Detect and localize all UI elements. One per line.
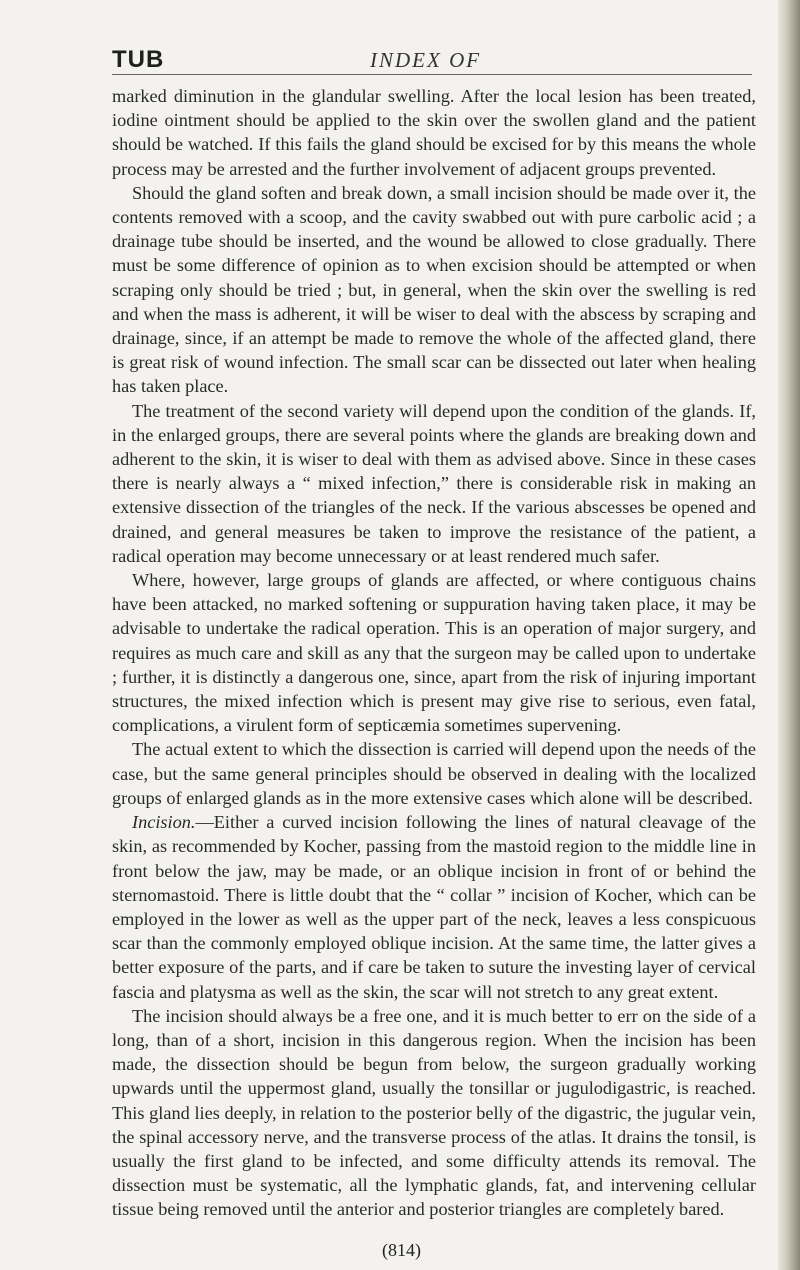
paragraph: The actual extent to which the dissection is carried will depend upon the needs of the case, but the same general principles should be observed in dealing with the localized groups of enlarged glands as in the more extensive cases which alone will be described. <box>112 739 756 808</box>
paragraph-lead: Incision. <box>132 812 196 833</box>
header-rule <box>112 74 752 75</box>
paragraph: The treatment of the second variety will depend upon the condition of the glands. If, in the enlarged groups, there are several points where the glands are breaking down and adherent to the skin, it is wiser to deal with them as advised above. Since in these cases there is nearly always a “ mixed infection,” there is considerable risk in making an extensive dissection of the triangles of the neck. If the various abscesses be opened and drained, and general measures be taken to improve the resistance of the patient, a radical operation may become unnecessary or at least rendered much safer. <box>112 400 756 566</box>
paragraph: The incision should always be a free one, and it is much better to err on the side of a long, than of a short, incision in this dangerous region. When the incision has been made, the dissection should be begun from below, the surgeon gradually working upwards until the uppermost gland, usually the tonsillar or jugulodigastric, is reached. This gland lies deeply, in relation to the posterior belly of the digastric, the jugular vein, the spinal accessory nerve, and the transverse process of the atlas. It drains the tonsil, is usually the first gland to be infected, and some difficulty attends its removal. The dissection must be systematic, all the lymphatic glands, fat, and intervening cellular tissue being removed until the anterior and posterior triangles are completely bared. <box>112 1005 756 1220</box>
running-head: TUB <box>112 46 165 73</box>
page-edge-shadow <box>778 0 800 1270</box>
section-head: INDEX OF <box>370 48 482 72</box>
paragraph: Incision.—Either a curved incision following the lines of natural cleavage of the skin, as recommended by Kocher, passing from the mastoid region to the middle line in front below the jaw, may be made, or an oblique incision in front of or behind the sternomastoid. There is little doubt that the “ collar ” incision of Kocher, which can be employed in the lower as well as the upper part of the neck, leaves a less conspicuous scar than the commonly employed oblique incision. At the same time, the latter gives a better exposure of the parts, and if care be taken to suture the investing layer of cervical fascia and platysma as well as the skin, the scar will not stretch to any great extent. <box>112 812 756 1002</box>
paragraph: Where, however, large groups of glands are affected, or where contiguous chains have been attacked, no marked softening or suppuration having taken place, it may be advisable to undertake the radical operation. This is an operation of major surgery, and requires as much care and skill as any that the surgeon may be called upon to undertake ; further, it is distinctly a dangerous one, since, apart from the risk of injuring important structures, the mixed infection which is present may give rise to serious, even fatal, complications, a virulent form of septicæmia sometimes supervening. <box>112 570 756 736</box>
page-number: (814) <box>382 1240 421 1260</box>
paragraph: marked diminution in the glandular swelling. After the local lesion has been treated, iodine ointment should be applied to the skin over the swollen gland and the patient should be watched. If this fails the gland should be excised for by this means the whole process may be arrested and the further involvement of adjacent groups prevented. <box>112 86 756 179</box>
page-header <box>112 46 760 74</box>
body-text <box>112 84 756 1222</box>
paragraph: Should the gland soften and break down, a small incision should be made over it, the contents removed with a scoop, and the cavity swabbed out with pure carbolic acid ; a drainage tube should be inserted, and the wound be allowed to close gradually. There must be some difference of opinion as to when excision should be attempted or when scraping only should be tried ; but, in general, when the skin over the swelling is red and when the mass is adherent, it will be wiser to deal with the abscess by scraping and drainage, since, if an attempt be made to remove the whole of the affected gland, there is great risk of wound infection. The small scar can be dissected out later when healing has taken place. <box>112 182 756 397</box>
